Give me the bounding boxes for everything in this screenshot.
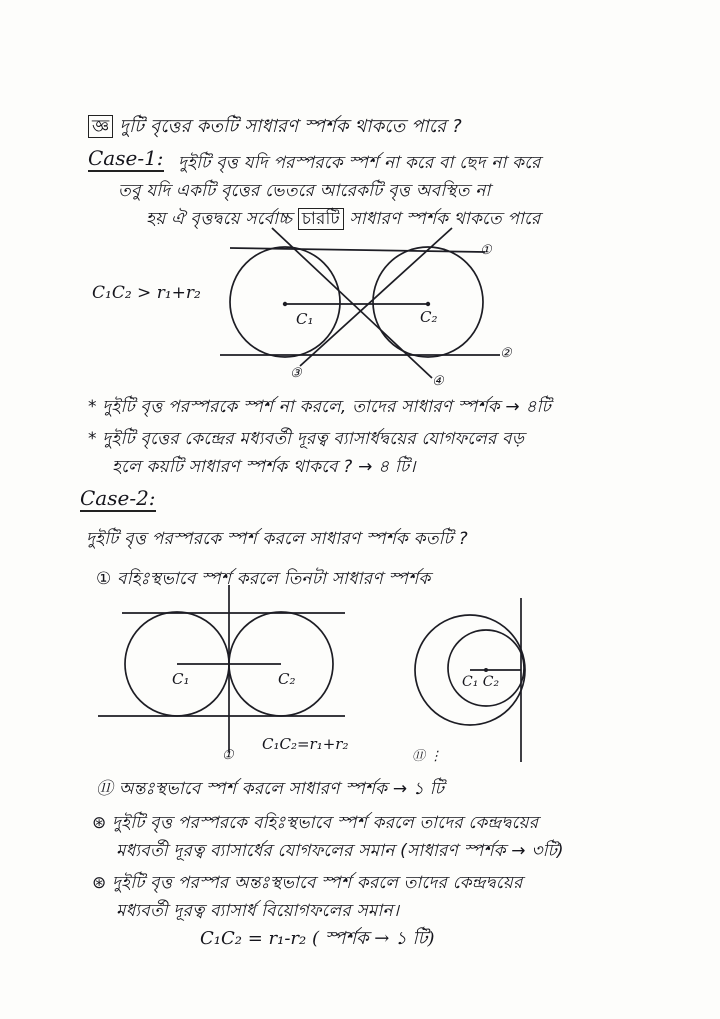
case2-note3-line2: মধ্যবর্তী দূরত্ব ব্যাসার্ধের যোগফলের সমান (সাধারণ স্পর্শক → ৩টি)	[116, 841, 564, 861]
case2-note3-line1: ⊛ দুইটি বৃত্ত পরস্পরকে বহিঃস্থভাবে স্পর্শ করলে তাদের কেন্দ্রদ্বয়ের	[92, 813, 539, 833]
case1-center1-label: C₁	[296, 310, 314, 328]
case1-center2-label: C₂	[420, 308, 438, 326]
case1-condition: C₁C₂ > r₁+r₂	[92, 283, 201, 303]
case1-note1: * দুইটি বৃত্ত পরস্পরকে স্পর্শ না করলে, তাদের সাধারণ স্পর্শক → ৪টি	[88, 397, 552, 417]
case2-item1: ① বহিঃস্থভাবে স্পর্শ করলে তিনটা সাধারণ স্পর্শক	[96, 569, 431, 589]
ext-center2-label: C₂	[278, 670, 296, 688]
case1-line3-end: সাধারণ স্পর্শক থাকতে পারে	[349, 209, 541, 229]
case2-note4-line1: ⊛ দুইটি বৃত্ত পরস্পর অন্তঃস্থভাবে স্পর্শ করলে তাদের কেন্দ্রদ্বয়ের	[92, 873, 523, 893]
int-center-dot	[484, 668, 488, 672]
case1-line3-box: চারটি	[298, 208, 344, 230]
int-label-ii: ⑪ ⋮	[412, 749, 443, 764]
case2-note4-formula: C₁C₂ = r₁-r₂ ( স্পর্শক → ১ টি)	[200, 928, 435, 949]
case1-line3-start: হয় ঐ বৃত্তদ্বয়ে সর্বোচ্চ	[146, 209, 293, 229]
case1-line3	[146, 206, 540, 234]
case2-item2: ⑪ অন্তঃস্থভাবে স্পর্শ করলে সাধারণ স্পর্শক → ১ টি	[96, 779, 445, 799]
question-text: দুটি বৃত্তের কতটি সাধারণ স্পর্শক থাকতে পারে ?	[119, 116, 462, 137]
tangent-label-4: ④	[432, 374, 444, 389]
case2-question: দুইটি বৃত্ত পরস্পরকে স্পর্শ করলে সাধারণ স্পর্শক কতটি ?	[86, 529, 468, 549]
case1-line1: দুইটি বৃত্ত যদি পরস্পরকে স্পর্শ না করে বা ছেদ না করে	[178, 153, 541, 173]
int-centers-label: C₁ C₂	[462, 674, 500, 690]
case2-external-figure	[98, 585, 345, 752]
ext-center1-label: C₁	[172, 670, 190, 688]
case1-note2-line2: হলে কয়টি সাধারণ স্পর্শক থাকবে ? → ৪ টি।	[112, 457, 416, 477]
case1-note2-line1: * দুইটি বৃত্তের কেন্দ্রের মধ্যবর্তী দূরত্ব ব্যাসার্ধদ্বয়ের যোগফলের বড়	[88, 429, 525, 449]
center-dot-c2	[426, 302, 430, 306]
case1-figure	[220, 228, 500, 378]
case2-heading: Case-2:	[80, 486, 156, 510]
case2-note4-line2: মধ্যবর্তী দূরত্ব ব্যাসার্ধ বিয়োগফলের সমান।	[116, 901, 400, 921]
case1-heading: Case-1:	[88, 146, 164, 170]
ext-label-i: ①	[222, 748, 234, 763]
case1-line2: তবু যদি একটি বৃত্তের ভেতরে আরেকটি বৃত্ত অবস্থিত না	[118, 181, 491, 201]
ext-condition: C₁C₂=r₁+r₂	[262, 735, 349, 753]
center-dot-c1	[283, 302, 287, 306]
tangent-label-1: ①	[480, 243, 492, 258]
tangent-label-3: ③	[290, 366, 302, 381]
tangent-label-2: ②	[500, 346, 512, 361]
question-line	[88, 112, 462, 143]
question-marker: জ্ঞ	[88, 115, 113, 138]
